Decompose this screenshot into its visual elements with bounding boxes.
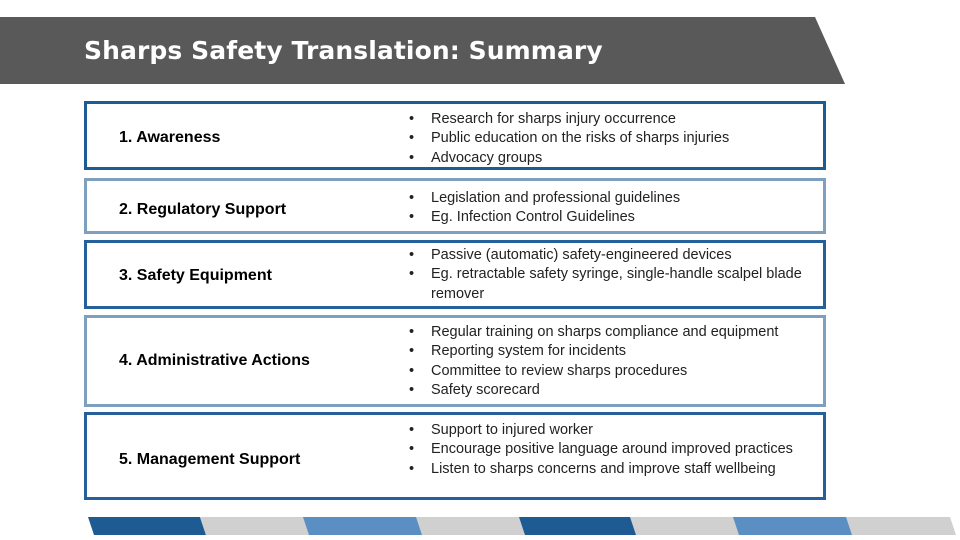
footer-segment-mid xyxy=(733,517,853,535)
list-item: • Committee to review sharps procedures xyxy=(405,362,821,381)
list-item: • Eg. Infection Control Guidelines xyxy=(405,208,821,227)
list-item: • Passive (automatic) safety-engineered devices xyxy=(405,246,821,265)
row-label: 2. Regulatory Support xyxy=(119,201,287,218)
footer-segment-light xyxy=(630,517,740,535)
bullet-icon: • xyxy=(409,460,415,477)
page-title: Sharps Safety Translation: Summary xyxy=(84,36,603,65)
summary-row-regulatory-support xyxy=(84,178,826,234)
list-item: • Research for sharps injury occurrence xyxy=(405,110,821,129)
footer-decorative-strip xyxy=(0,517,960,535)
bullet-list xyxy=(405,110,821,168)
list-item: • Reporting system for incidents xyxy=(405,342,821,361)
row-label: 1. Awareness xyxy=(119,129,221,146)
bullet-icon: • xyxy=(409,247,415,263)
row-label: 3. Safety Equipment xyxy=(119,267,272,284)
list-item: • Encourage positive language around improved practices xyxy=(405,440,821,459)
list-item: • Advocacy groups xyxy=(405,149,821,168)
list-item: • Listen to sharps concerns and improve staff wellbeing xyxy=(405,460,821,479)
bullet-icon: • xyxy=(409,209,415,226)
bullet-list xyxy=(405,323,821,400)
bullet-icon: • xyxy=(409,422,415,438)
footer-segment-light xyxy=(416,517,526,535)
bullet-icon: • xyxy=(409,111,415,127)
row-label: 4. Administrative Actions xyxy=(119,352,310,369)
bullet-icon: • xyxy=(409,190,415,206)
footer-segment-mid xyxy=(303,517,423,535)
bullet-list xyxy=(405,421,821,479)
footer-segment-light xyxy=(846,517,956,535)
bullet-icon: • xyxy=(409,266,415,283)
bullet-list xyxy=(405,189,821,228)
footer-segment-dark xyxy=(519,517,637,535)
bullet-icon: • xyxy=(409,130,415,147)
summary-row-management-support xyxy=(84,412,826,500)
bullet-icon: • xyxy=(409,441,415,458)
list-item: • Safety scorecard xyxy=(405,381,821,400)
bullet-icon: • xyxy=(409,362,415,379)
summary-row-administrative-actions xyxy=(84,315,826,407)
footer-segment-dark xyxy=(88,517,206,535)
bullet-icon: • xyxy=(409,149,415,166)
list-item: • Eg. retractable safety syringe, single-handle scalpel blade remover xyxy=(409,266,802,302)
bullet-icon: • xyxy=(409,343,415,360)
bullet-icon: • xyxy=(409,324,415,340)
summary-row-safety-equipment xyxy=(84,240,826,309)
list-item: • Legislation and professional guidelines xyxy=(405,189,821,208)
list-item: • Public education on the risks of sharps injuries xyxy=(405,129,821,148)
row-label: 5. Management Support xyxy=(119,451,301,468)
list-item: • Regular training on sharps compliance and equipment xyxy=(405,323,821,342)
footer-segment-light xyxy=(200,517,310,535)
bullet-list xyxy=(405,246,821,304)
bullet-icon: • xyxy=(409,381,415,398)
summary-row-awareness xyxy=(84,101,826,170)
list-item: • Support to injured worker xyxy=(405,421,821,440)
